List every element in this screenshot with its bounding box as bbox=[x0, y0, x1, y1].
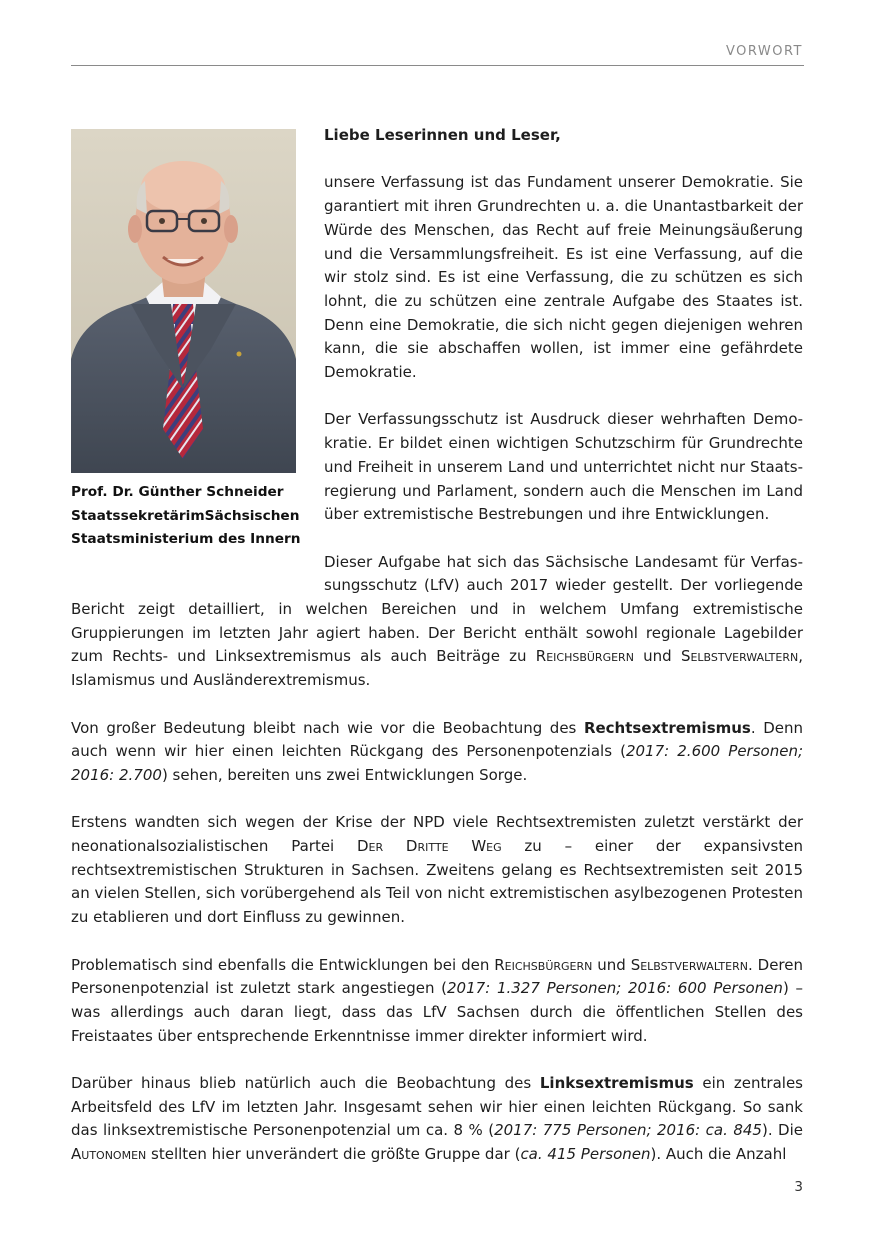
paragraph bbox=[71, 717, 803, 788]
header-divider bbox=[71, 65, 804, 66]
portrait-spacer bbox=[71, 124, 324, 588]
term-rechtsextremismus: Rechtsextremismus bbox=[583, 718, 751, 737]
figures-rechtsextremismus: 2017: 2.600 Personen; 2016: 2.700 bbox=[71, 742, 804, 784]
caption-role-word: Sächsischen bbox=[204, 507, 300, 524]
page-number: 3 bbox=[794, 1179, 803, 1195]
text-run: Von großer Bedeutung bleibt nach wie vor die Beobachtung des bbox=[71, 718, 584, 737]
caption-role-word: Staatssekretär bbox=[71, 507, 186, 524]
text-run: und bbox=[633, 647, 681, 666]
text-run: ). Die bbox=[761, 1121, 803, 1140]
text-run: , Islamismus und Ausländerextremismus. bbox=[71, 647, 804, 690]
term-autonome: Autonomen bbox=[71, 1145, 147, 1164]
term-reichsbuerger: Reichsbürgern bbox=[494, 955, 593, 974]
paragraph bbox=[71, 954, 803, 1049]
text-run: ). Auch die Anzahl bbox=[650, 1145, 787, 1164]
text-run: Darüber hinaus blieb natürlich auch die Beobachtung des bbox=[71, 1074, 540, 1093]
text-run: zu – einer der expansivsten rechtsextremistischen Strukturen in Sachsen. Zweitens gelang es Rechtsextremisten seit 2015 an vielen Stellen, sich vorübergehend als Teil von nicht extremistischen asylbezogenen Protesten zu etablieren und dort Einfluss zu gewinnen. bbox=[71, 837, 803, 927]
letter-body bbox=[71, 124, 803, 1191]
text-run: Problematisch sind ebenfalls die Entwicklungen bei den bbox=[71, 955, 495, 974]
caption-name: Prof. Dr. Günther Schneider bbox=[71, 484, 284, 500]
term-selbstverwalter: Selbstverwaltern bbox=[630, 955, 748, 974]
term-der-dritte-weg: Der Dritte Weg bbox=[357, 837, 502, 856]
text-run: und bbox=[592, 955, 631, 974]
text-run: . Denn auch wenn wir hier einen leichten Rückgang des Personenpotenzials ( bbox=[71, 718, 803, 761]
letter-greeting: Liebe Leserinnen und Leser, bbox=[324, 126, 561, 144]
figures-linksextremismus: 2017: 775 Personen; 2016: ca. 845 bbox=[494, 1121, 762, 1140]
term-reichsbuerger: Reichsbürgern bbox=[535, 647, 634, 666]
term-linksextremismus: Linksextremismus bbox=[539, 1074, 694, 1093]
figures-reichsbuerger: 2017: 1.327 Personen; 2016: 600 Personen bbox=[447, 979, 783, 998]
text-run: Dieser Aufgabe hat sich das Sächsische Landesamt für Verfassungsschutz (LfV) auch 2017 wieder gestellt. Der vorliegende Bericht zeigt detailliert, in welchen Bereichen und in welchem Umfang extremistische Gruppierungen im letzten Jahr agiert haben. Der Bericht enthält sowohl regionale Lagebilder zum Rechts- und Linksextremismus als auch Beiträge zu bbox=[71, 552, 803, 666]
text-run: stellten hier unverändert die größte Gruppe dar ( bbox=[146, 1145, 521, 1164]
text-run: . Deren Personenpotenzial ist zuletzt stark angestiegen ( bbox=[71, 955, 803, 998]
paragraph bbox=[71, 1072, 803, 1167]
figures-autonome: ca. 415 Personen bbox=[520, 1145, 651, 1164]
caption-role-word: im bbox=[185, 507, 205, 524]
section-header-label: VORWORT bbox=[725, 44, 803, 59]
text-run: ) sehen, bereiten uns zwei Entwicklungen Sorge. bbox=[161, 765, 528, 784]
term-selbstverwalter: Selbstverwaltern bbox=[680, 647, 799, 666]
caption-role-line-2: Staatsministerium des Innern bbox=[71, 531, 301, 547]
paragraph bbox=[71, 811, 803, 930]
text-run: ) – was allerdings auch daran liegt, dass das LfV Sachsen durch die öffentlichen Stellen des Freistaates über entsprechende Erkenntnisse immer direkter informiert wird. bbox=[71, 979, 803, 1045]
paragraph: Der Verfassungsschutz ist Ausdruck dieser wehrhaften Demokratie. Er bildet einen wichtigen Schutzschirm für Grundrechte und Freiheit in unserem Land und unterrichtet nicht nur Staatsregierung und Parlament, sondern auch die Menschen im Land über extremistische Bestrebungen und ihre Entwicklungen. bbox=[324, 410, 803, 524]
paragraph: unsere Verfassung ist das Fundament unserer Demokratie. Sie garantiert mit ihren Grundrechten u. a. die Unantastbarkeit der Würde des Menschen, das Recht auf freie Meinungsäußerung und die Versammlungsfreiheit. Es ist eine Verfassung, auf die wir stolz sind. Es ist eine Verfassung, die zu schützen es sich lohnt, die zu schützen eine zentrale Aufgabe des Staates ist. Denn eine Demokratie, die sich nicht gegen diejenigen wehren kann, die sie abschaffen wollen, ist immer eine gefährdete Demokratie. bbox=[324, 173, 803, 382]
text-run: Erstens wandten sich wegen der Krise der NPD viele Rechtsextremisten zuletzt verstärkt der neonationalsozialistischen Partei bbox=[71, 813, 803, 856]
text-run: ein zentrales Arbeitsfeld des LfV im letzten Jahr. Insgesamt sehen wir hier einen leichten Rückgang. So sank das linksextremistische Personenpotenzial um ca. 8 % ( bbox=[71, 1074, 803, 1140]
